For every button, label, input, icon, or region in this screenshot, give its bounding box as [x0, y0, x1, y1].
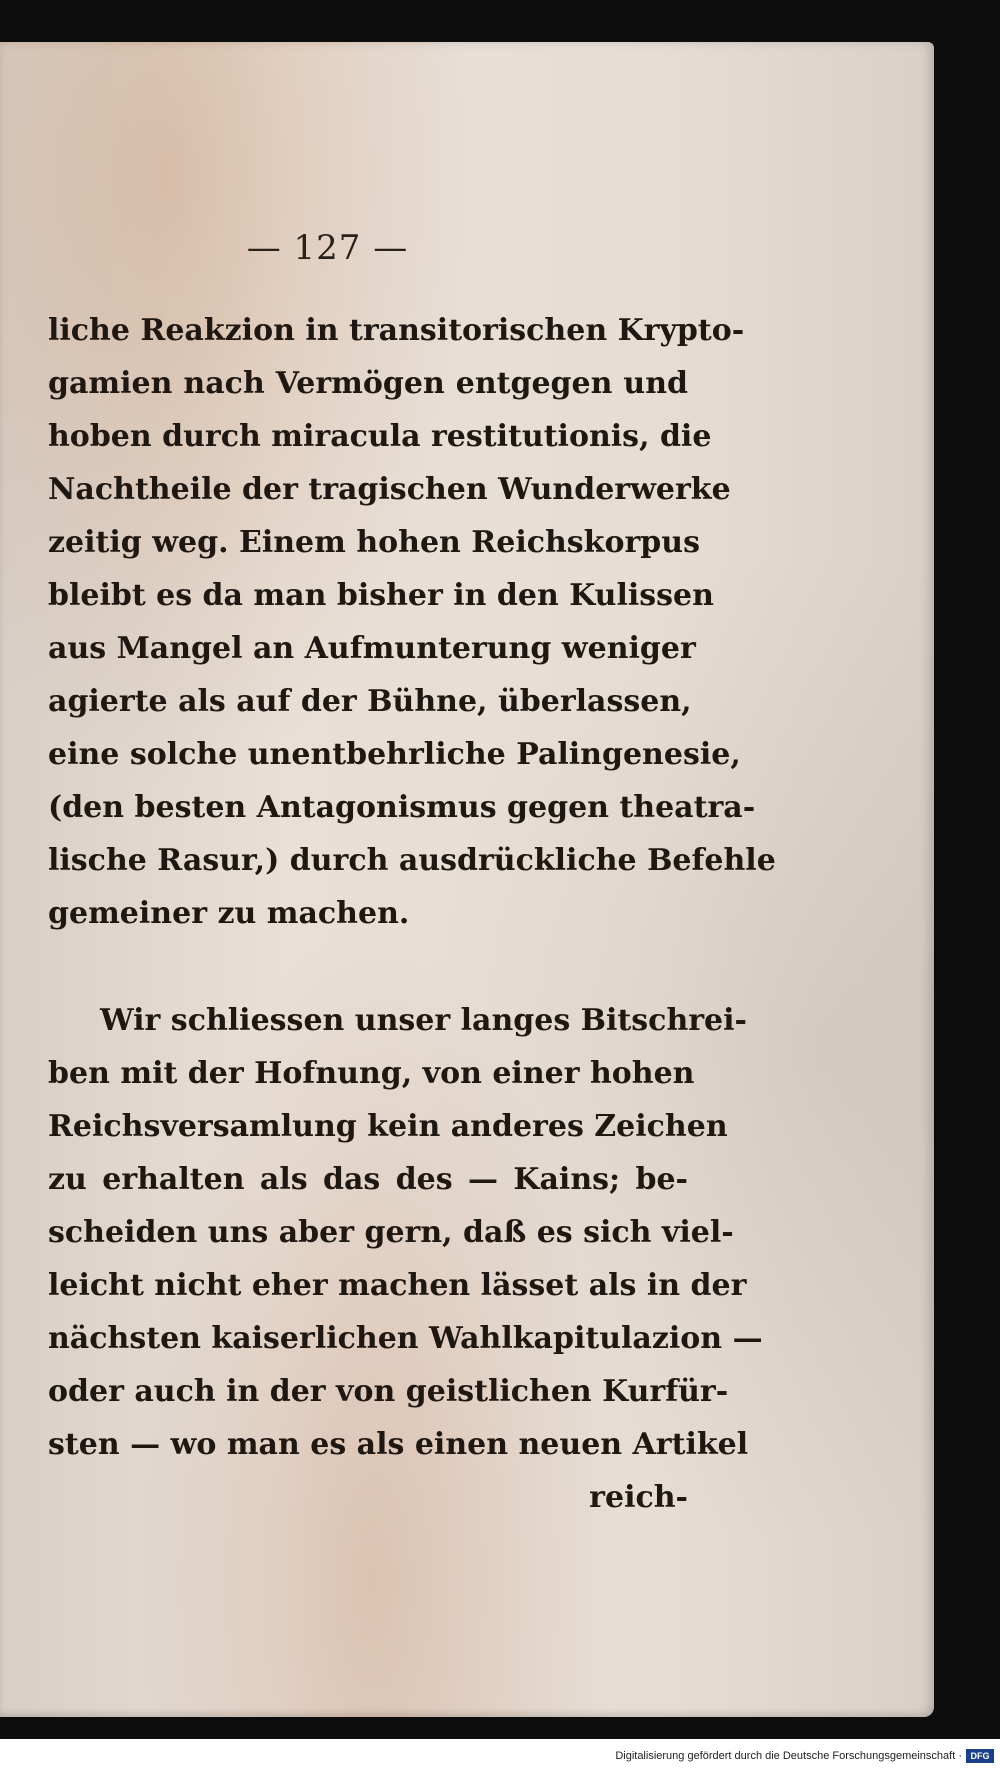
book-page: [0, 42, 934, 1717]
text-line: leicht nicht eher machen lässet als in der: [48, 1268, 747, 1303]
text-line: sten — wo man es als einen neuen Artikel: [48, 1427, 749, 1462]
text-line: agierte als auf der Bühne, überlassen,: [48, 684, 692, 719]
text-line: lische Rasur,) durch ausdrückliche Befehle: [48, 843, 776, 878]
catchword: reich-: [589, 1480, 688, 1515]
dfg-logo-icon: DFG: [966, 1749, 994, 1763]
text-line: bleibt es da man bisher in den Kulissen: [48, 578, 714, 613]
text-line: Reichsversamlung kein anderes Zeichen: [48, 1109, 728, 1144]
funding-credit: Digitalisierung gefördert durch die Deutsche Forschungsgemeinschaft ·: [615, 1750, 962, 1762]
text-line: Nachtheile der tragischen Wunderwerke: [48, 472, 731, 507]
text-line: nächsten kaiserlichen Wahlkapitulazion —: [48, 1321, 763, 1356]
text-line: ben mit der Hofnung, von einer hohen: [48, 1056, 695, 1091]
text-line: eine solche unentbehrliche Palingenesie,: [48, 737, 741, 772]
text-line: scheiden uns aber gern, daß es sich viel-: [48, 1215, 734, 1250]
text-line: zu erhalten als das des — Kains; be-: [48, 1162, 688, 1197]
text-line: zeitig weg. Einem hohen Reichskorpus: [48, 525, 700, 560]
paragraph-gap: [48, 940, 688, 994]
text-line: gemeiner zu machen.: [48, 896, 410, 931]
text-block: [48, 304, 776, 1524]
text-line: oder auch in der von geistlichen Kurfür-: [48, 1374, 729, 1409]
text-line: gamien nach Vermögen entgegen und: [48, 366, 688, 401]
page-number: — 127 —: [246, 228, 409, 268]
text-line: hoben durch miracula restitutionis, die: [48, 419, 712, 454]
text-line: (den besten Antagonismus gegen theatra-: [48, 790, 756, 825]
text-line: liche Reakzion in transitorischen Krypto-: [48, 313, 745, 348]
paragraph-2: [48, 994, 763, 1471]
paragraph-1: [48, 304, 776, 940]
text-line: aus Mangel an Aufmunterung weniger: [48, 631, 696, 666]
text-line: Wir schliessen unser langes Bitschrei-: [100, 1003, 747, 1038]
footer-bar: [0, 1739, 1000, 1769]
